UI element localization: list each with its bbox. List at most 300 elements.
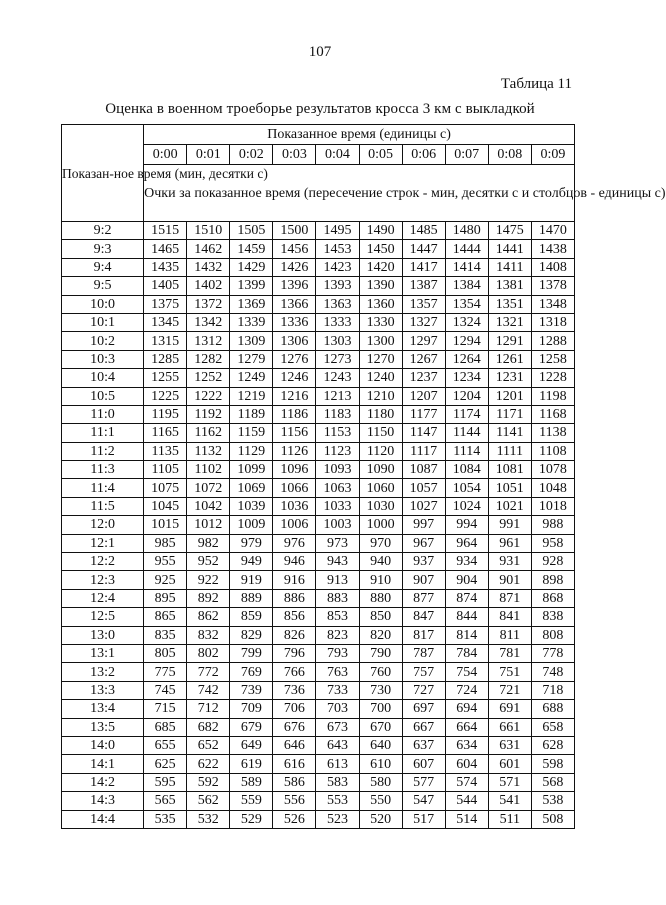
page-number: 107	[308, 44, 332, 60]
score-cell: 583	[316, 773, 359, 791]
table-label: Таблица 11	[500, 76, 572, 92]
score-cell: 1435	[144, 258, 187, 276]
score-cell: 760	[359, 663, 402, 681]
score-cell: 940	[359, 553, 402, 571]
score-cell: 1288	[531, 332, 574, 350]
score-cell: 922	[187, 571, 230, 589]
table-row	[62, 387, 575, 405]
score-cell: 736	[273, 681, 316, 699]
score-cell: 1450	[359, 240, 402, 258]
score-cell: 967	[402, 534, 445, 552]
score-cell: 544	[445, 792, 488, 810]
score-cell: 910	[359, 571, 402, 589]
score-cell: 1246	[273, 369, 316, 387]
score-cell: 973	[316, 534, 359, 552]
header-unit-7: 0:07	[445, 145, 488, 165]
score-cell: 574	[445, 773, 488, 791]
score-cell: 1219	[230, 387, 273, 405]
score-cell: 1470	[531, 222, 574, 240]
score-cell: 1315	[144, 332, 187, 350]
score-cell: 718	[531, 681, 574, 699]
score-cell: 1177	[402, 405, 445, 423]
table-row	[62, 258, 575, 276]
score-cell: 1054	[445, 479, 488, 497]
score-cell: 1210	[359, 387, 402, 405]
score-cell: 832	[187, 626, 230, 644]
score-cell: 1264	[445, 350, 488, 368]
score-cell: 556	[273, 792, 316, 810]
score-cell: 799	[230, 644, 273, 662]
row-label: 14:3	[62, 792, 144, 810]
score-cell: 1432	[187, 258, 230, 276]
score-cell: 1030	[359, 497, 402, 515]
table-row	[62, 424, 575, 442]
score-cell: 817	[402, 626, 445, 644]
score-cell: 607	[402, 755, 445, 773]
score-cell: 1237	[402, 369, 445, 387]
row-label: 12:3	[62, 571, 144, 589]
row-label: 11:5	[62, 497, 144, 515]
score-cell: 1273	[316, 350, 359, 368]
score-cell: 691	[488, 700, 531, 718]
score-cell: 1228	[531, 369, 574, 387]
score-cell: 808	[531, 626, 574, 644]
score-cell: 1366	[273, 295, 316, 313]
row-label: 11:2	[62, 442, 144, 460]
score-cell: 1156	[273, 424, 316, 442]
score-cell: 697	[402, 700, 445, 718]
table-caption: Оценка в военном троеборье результатов кросса 3 км с выкладкой	[105, 101, 535, 117]
score-cell: 631	[488, 736, 531, 754]
score-cell: 742	[187, 681, 230, 699]
score-cell: 766	[273, 663, 316, 681]
score-cell: 523	[316, 810, 359, 828]
table-row	[62, 240, 575, 258]
score-cell: 781	[488, 644, 531, 662]
score-cell: 997	[402, 516, 445, 534]
score-cell: 934	[445, 553, 488, 571]
score-cell: 964	[445, 534, 488, 552]
table-row	[62, 810, 575, 828]
row-label: 10:2	[62, 332, 144, 350]
row-label: 12:5	[62, 608, 144, 626]
header-unit-4: 0:04	[316, 145, 359, 165]
row-label: 9:2	[62, 222, 144, 240]
score-cell: 1168	[531, 405, 574, 423]
score-cell: 730	[359, 681, 402, 699]
score-cell: 883	[316, 589, 359, 607]
score-cell: 751	[488, 663, 531, 681]
table-header	[62, 125, 666, 222]
score-cell: 1066	[273, 479, 316, 497]
table-row	[62, 277, 575, 295]
score-cell: 865	[144, 608, 187, 626]
score-cell: 1485	[402, 222, 445, 240]
score-cell: 1369	[230, 295, 273, 313]
row-label: 10:3	[62, 350, 144, 368]
score-cell: 541	[488, 792, 531, 810]
score-cell: 694	[445, 700, 488, 718]
table-row	[62, 736, 575, 754]
score-cell: 1123	[316, 442, 359, 460]
score-cell: 1201	[488, 387, 531, 405]
score-cell: 769	[230, 663, 273, 681]
score-cell: 1396	[273, 277, 316, 295]
score-cell: 592	[187, 773, 230, 791]
score-cell: 1312	[187, 332, 230, 350]
score-cell: 553	[316, 792, 359, 810]
score-cell: 889	[230, 589, 273, 607]
score-cell: 1339	[230, 313, 273, 331]
score-cell: 703	[316, 700, 359, 718]
score-cell: 847	[402, 608, 445, 626]
score-cell: 727	[402, 681, 445, 699]
score-cell: 925	[144, 571, 187, 589]
score-cell: 1500	[273, 222, 316, 240]
score-cell: 898	[531, 571, 574, 589]
table-row	[62, 497, 575, 515]
score-cell: 649	[230, 736, 273, 754]
score-cell: 1186	[273, 405, 316, 423]
score-cell: 1135	[144, 442, 187, 460]
score-cell: 1081	[488, 461, 531, 479]
score-cell: 1039	[230, 497, 273, 515]
score-cell: 658	[531, 718, 574, 736]
score-cell: 1051	[488, 479, 531, 497]
score-cell: 1027	[402, 497, 445, 515]
table-row	[62, 608, 575, 626]
score-cell: 958	[531, 534, 574, 552]
header-unit-1: 0:01	[187, 145, 230, 165]
score-cell: 1306	[273, 332, 316, 350]
score-cell: 1033	[316, 497, 359, 515]
score-cell: 1111	[488, 442, 531, 460]
score-cell: 685	[144, 718, 187, 736]
score-cell: 1285	[144, 350, 187, 368]
score-cell: 1249	[230, 369, 273, 387]
table-row	[62, 553, 575, 571]
score-cell: 982	[187, 534, 230, 552]
score-cell: 955	[144, 553, 187, 571]
score-cell: 826	[273, 626, 316, 644]
score-cell: 580	[359, 773, 402, 791]
row-label: 14:0	[62, 736, 144, 754]
score-cell: 748	[531, 663, 574, 681]
score-cell: 559	[230, 792, 273, 810]
score-cell: 595	[144, 773, 187, 791]
score-cell: 856	[273, 608, 316, 626]
score-cell: 1018	[531, 497, 574, 515]
score-cell: 1515	[144, 222, 187, 240]
score-cell: 526	[273, 810, 316, 828]
score-cell: 1414	[445, 258, 488, 276]
score-cell: 1132	[187, 442, 230, 460]
score-cell: 928	[531, 553, 574, 571]
score-cell: 1129	[230, 442, 273, 460]
score-cell: 901	[488, 571, 531, 589]
header-unit-3: 0:03	[273, 145, 316, 165]
score-cell: 979	[230, 534, 273, 552]
score-cell: 943	[316, 553, 359, 571]
table-row	[62, 350, 575, 368]
score-cell: 598	[531, 755, 574, 773]
score-cell: 823	[316, 626, 359, 644]
score-cell: 517	[402, 810, 445, 828]
score-cell: 991	[488, 516, 531, 534]
score-cell: 1096	[273, 461, 316, 479]
row-label: 14:2	[62, 773, 144, 791]
score-cell: 1207	[402, 387, 445, 405]
score-cell: 1309	[230, 332, 273, 350]
score-cell: 1099	[230, 461, 273, 479]
score-cell: 802	[187, 644, 230, 662]
score-cell: 1012	[187, 516, 230, 534]
score-cell: 904	[445, 571, 488, 589]
score-table	[61, 124, 666, 829]
score-cell: 874	[445, 589, 488, 607]
score-cell: 1159	[230, 424, 273, 442]
score-cell: 1270	[359, 350, 402, 368]
score-cell: 787	[402, 644, 445, 662]
score-cell: 1087	[402, 461, 445, 479]
score-cell: 913	[316, 571, 359, 589]
score-cell: 538	[531, 792, 574, 810]
score-cell: 550	[359, 792, 402, 810]
row-label: 11:1	[62, 424, 144, 442]
table-row	[62, 773, 575, 791]
table-row	[62, 313, 575, 331]
table-row	[62, 626, 575, 644]
score-cell: 1045	[144, 497, 187, 515]
score-cell: 712	[187, 700, 230, 718]
score-cell: 508	[531, 810, 574, 828]
score-cell: 661	[488, 718, 531, 736]
score-cell: 1429	[230, 258, 273, 276]
score-cell: 613	[316, 755, 359, 773]
score-cell: 1069	[230, 479, 273, 497]
score-cell: 1462	[187, 240, 230, 258]
score-cell: 682	[187, 718, 230, 736]
table-row	[62, 405, 575, 423]
score-cell: 547	[402, 792, 445, 810]
score-cell: 880	[359, 589, 402, 607]
score-cell: 1300	[359, 332, 402, 350]
score-cell: 1267	[402, 350, 445, 368]
score-cell: 586	[273, 773, 316, 791]
score-cell: 643	[316, 736, 359, 754]
score-cell: 1318	[531, 313, 574, 331]
score-cell: 1399	[230, 277, 273, 295]
score-cell: 811	[488, 626, 531, 644]
row-label: 11:0	[62, 405, 144, 423]
row-label: 13:5	[62, 718, 144, 736]
score-cell: 976	[273, 534, 316, 552]
score-cell: 916	[273, 571, 316, 589]
score-cell: 793	[316, 644, 359, 662]
score-cell: 1192	[187, 405, 230, 423]
score-cell: 670	[359, 718, 402, 736]
score-cell: 745	[144, 681, 187, 699]
score-cell: 754	[445, 663, 488, 681]
score-cell: 952	[187, 553, 230, 571]
score-cell: 1180	[359, 405, 402, 423]
score-cell: 625	[144, 755, 187, 773]
score-cell: 1150	[359, 424, 402, 442]
table-row	[62, 222, 575, 240]
score-cell: 1240	[359, 369, 402, 387]
score-cell: 1057	[402, 479, 445, 497]
score-cell: 601	[488, 755, 531, 773]
score-cell: 868	[531, 589, 574, 607]
table-row	[62, 332, 575, 350]
score-cell: 877	[402, 589, 445, 607]
score-cell: 907	[402, 571, 445, 589]
row-label: 9:3	[62, 240, 144, 258]
score-cell: 1183	[316, 405, 359, 423]
score-cell: 562	[187, 792, 230, 810]
table-row	[62, 534, 575, 552]
score-cell: 706	[273, 700, 316, 718]
score-cell: 988	[531, 516, 574, 534]
table-row	[62, 700, 575, 718]
score-cell: 1006	[273, 516, 316, 534]
score-cell: 1447	[402, 240, 445, 258]
score-cell: 1282	[187, 350, 230, 368]
score-cell: 1138	[531, 424, 574, 442]
score-cell: 1345	[144, 313, 187, 331]
score-cell: 1213	[316, 387, 359, 405]
score-cell: 1456	[273, 240, 316, 258]
table-row	[62, 644, 575, 662]
score-cell: 931	[488, 553, 531, 571]
score-cell: 859	[230, 608, 273, 626]
score-cell: 805	[144, 644, 187, 662]
score-cell: 724	[445, 681, 488, 699]
score-cell: 1438	[531, 240, 574, 258]
score-cell: 1195	[144, 405, 187, 423]
score-cell: 1048	[531, 479, 574, 497]
score-cell: 532	[187, 810, 230, 828]
score-cell: 892	[187, 589, 230, 607]
score-cell: 1225	[144, 387, 187, 405]
score-cell: 1453	[316, 240, 359, 258]
score-cell: 1336	[273, 313, 316, 331]
score-cell: 841	[488, 608, 531, 626]
score-cell: 850	[359, 608, 402, 626]
row-label: 13:1	[62, 644, 144, 662]
score-cell: 721	[488, 681, 531, 699]
score-cell: 610	[359, 755, 402, 773]
score-cell: 1042	[187, 497, 230, 515]
score-cell: 1475	[488, 222, 531, 240]
score-cell: 844	[445, 608, 488, 626]
header-group: Показанное время (единицы с)	[144, 125, 575, 145]
table-body	[62, 222, 575, 829]
row-label: 14:4	[62, 810, 144, 828]
row-label: 13:4	[62, 700, 144, 718]
score-cell: 784	[445, 644, 488, 662]
score-cell: 1009	[230, 516, 273, 534]
score-cell: 1153	[316, 424, 359, 442]
score-cell: 796	[273, 644, 316, 662]
table-row	[62, 369, 575, 387]
score-cell: 961	[488, 534, 531, 552]
score-cell: 1408	[531, 258, 574, 276]
score-cell: 862	[187, 608, 230, 626]
score-cell: 1291	[488, 332, 531, 350]
score-cell: 1072	[187, 479, 230, 497]
score-cell: 1261	[488, 350, 531, 368]
score-cell: 1222	[187, 387, 230, 405]
score-cell: 1102	[187, 461, 230, 479]
score-cell: 853	[316, 608, 359, 626]
score-cell: 652	[187, 736, 230, 754]
score-cell: 715	[144, 700, 187, 718]
score-cell: 1348	[531, 295, 574, 313]
score-cell: 775	[144, 663, 187, 681]
score-cell: 1015	[144, 516, 187, 534]
score-cell: 1297	[402, 332, 445, 350]
score-cell: 1279	[230, 350, 273, 368]
score-cell: 1426	[273, 258, 316, 276]
row-label: 13:2	[62, 663, 144, 681]
score-cell: 1465	[144, 240, 187, 258]
score-cell: 757	[402, 663, 445, 681]
score-cell: 1021	[488, 497, 531, 515]
score-cell: 970	[359, 534, 402, 552]
header-unit-0: 0:00	[144, 145, 187, 165]
row-label: 12:4	[62, 589, 144, 607]
row-label: 14:1	[62, 755, 144, 773]
score-cell: 1417	[402, 258, 445, 276]
table-row	[62, 571, 575, 589]
header-unit-2: 0:02	[230, 145, 273, 165]
score-cell: 1327	[402, 313, 445, 331]
score-cell: 1357	[402, 295, 445, 313]
table-row	[62, 461, 575, 479]
score-cell: 1060	[359, 479, 402, 497]
table-row	[62, 755, 575, 773]
row-label: 9:4	[62, 258, 144, 276]
score-cell: 1078	[531, 461, 574, 479]
score-cell: 814	[445, 626, 488, 644]
score-cell: 895	[144, 589, 187, 607]
row-label: 9:5	[62, 277, 144, 295]
score-cell: 1459	[230, 240, 273, 258]
score-cell: 1324	[445, 313, 488, 331]
score-cell: 577	[402, 773, 445, 791]
score-cell: 1384	[445, 277, 488, 295]
score-cell: 1330	[359, 313, 402, 331]
score-cell: 1420	[359, 258, 402, 276]
score-cell: 1360	[359, 295, 402, 313]
table-row	[62, 442, 575, 460]
row-label: 10:4	[62, 369, 144, 387]
score-cell: 1141	[488, 424, 531, 442]
header-unit-6: 0:06	[402, 145, 445, 165]
score-cell: 1390	[359, 277, 402, 295]
row-label: 11:3	[62, 461, 144, 479]
score-cell: 886	[273, 589, 316, 607]
score-cell: 1405	[144, 277, 187, 295]
score-cell: 655	[144, 736, 187, 754]
score-cell: 688	[531, 700, 574, 718]
score-cell: 565	[144, 792, 187, 810]
score-cell: 1144	[445, 424, 488, 442]
score-cell: 1258	[531, 350, 574, 368]
score-cell: 529	[230, 810, 273, 828]
score-cell: 1105	[144, 461, 187, 479]
